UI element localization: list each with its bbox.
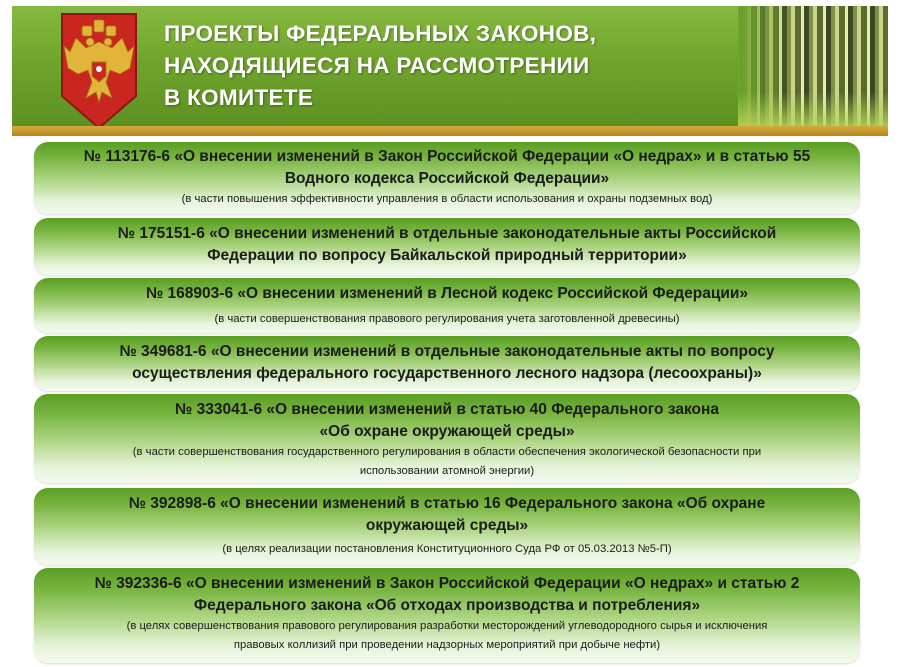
bill-title-line: Водного кодекса Российской Федерации»	[284, 170, 610, 187]
bill-title-line: № 175151-6 «О внесении изменений в отдельные законодательные акты Российской	[117, 225, 777, 242]
bill-title	[34, 223, 860, 267]
title-line: В КОМИТЕТЕ	[164, 85, 314, 110]
bill-title	[34, 341, 860, 385]
bill-title-line: № 392898-6 «О внесении изменений в статью 16 Федерального закона «Об охране	[128, 495, 766, 512]
bill-title-line: № 392336-6 «О внесении изменений в Закон Российской Федерации «О недрах» и статью 2	[94, 575, 800, 592]
bill-title	[34, 146, 860, 190]
bill-card	[34, 218, 860, 275]
bill-note-line: (в части совершенствования государственного регулирования в области обеспечения экологической безопасности при	[132, 446, 762, 458]
bill-card	[34, 142, 860, 214]
bill-title-line: «Об охране окружающей среды»	[319, 423, 575, 440]
bill-title-line: № 113176-6 «О внесении изменений в Закон Российской Федерации «О недрах» и в статью 55	[83, 148, 811, 165]
bill-title	[34, 573, 860, 617]
bill-title	[34, 399, 860, 443]
bill-title	[34, 283, 860, 305]
bill-note	[34, 443, 860, 481]
bill-card	[34, 568, 860, 663]
bill-card	[34, 488, 860, 565]
header-divider	[12, 126, 888, 136]
bill-note	[34, 190, 860, 209]
bill-note	[34, 617, 860, 655]
forest-image	[738, 6, 888, 132]
coat-of-arms-icon	[56, 12, 142, 130]
bill-note	[34, 540, 860, 559]
bill-note-line: использовании атомной энергии)	[359, 465, 535, 477]
bill-title-line: № 333041-6 «О внесении изменений в статью 40 Федерального закона	[175, 401, 719, 418]
bill-title-line: осуществления федерального государственного лесного надзора (лесоохраны)»	[132, 365, 762, 382]
title-line: НАХОДЯЩИЕСЯ НА РАССМОТРЕНИИ	[164, 53, 590, 78]
bill-note-line: (в части совершенствования правового регулирования учета заготовленной древесины)	[214, 313, 680, 325]
bill-note-line: (в целях совершенствования правового регулирования разработки месторождений углеводородного сырья и исключения	[126, 620, 768, 632]
title-line: ПРОЕКТЫ ФЕДЕРАЛЬНЫХ ЗАКОНОВ,	[164, 21, 597, 46]
bill-title-line: Федерального закона «Об отходах производства и потребления»	[193, 597, 701, 614]
page-title	[164, 18, 724, 114]
bill-title-line: № 168903-6 «О внесении изменений в Лесной кодекс Российской Федерации»	[145, 285, 749, 302]
header-banner	[12, 6, 888, 132]
bill-note-line: правовых коллизий при проведении надзорных мероприятий при добыче нефти)	[233, 639, 661, 651]
bill-note-line: (в целях реализации постановления Конституционного Суда РФ от 05.03.2013 №5-П)	[222, 543, 672, 555]
bill-card	[34, 394, 860, 483]
bill-note-line: (в части повышения эффективности управления в области использования и охраны подземных вод)	[181, 193, 713, 205]
bill-note	[34, 310, 860, 329]
bill-title-line: Федерации по вопросу Байкальской природный территории»	[207, 247, 687, 264]
bill-card	[34, 278, 860, 333]
bill-card	[34, 336, 860, 391]
bill-title	[34, 493, 860, 537]
bill-title-line: № 349681-6 «О внесении изменений в отдельные законодательные акты по вопросу	[119, 343, 775, 360]
bill-title-line: окружающей среды»	[365, 517, 529, 534]
